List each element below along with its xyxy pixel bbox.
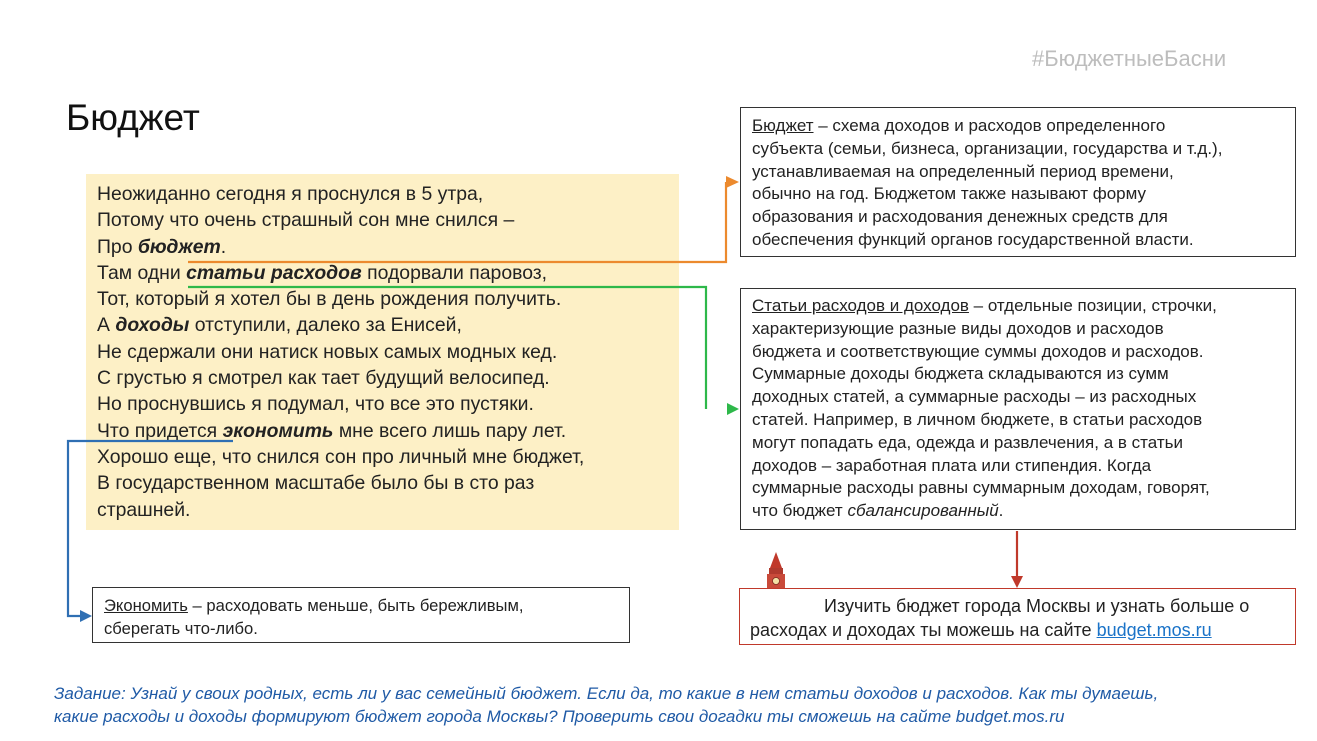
task-line: какие расходы и доходы формируют бюджет города Москвы? Проверить свои догадки ты сможешь на сайте budget.mos.ru	[54, 707, 1065, 726]
definition-line: Суммарные доходы бюджета складываются из сумм	[752, 364, 1169, 384]
definition-line: характеризующие разные виды доходов и расходов	[752, 318, 1164, 338]
definition-term: Бюджет	[752, 116, 814, 135]
poem-text: мне всего лишь пару лет.	[333, 419, 567, 442]
definition-text: – отдельные позиции, строчки,	[968, 296, 1217, 315]
connector-budget	[188, 182, 726, 262]
definition-line: статей. Например, в личном бюджете, в статьи расходов	[752, 409, 1203, 429]
poem-text: .	[220, 235, 227, 258]
definition-line: образования и расходования денежных средств для	[752, 207, 1168, 227]
poem-keyword: экономить	[222, 419, 334, 442]
connector-items-arrow	[727, 403, 739, 415]
definition-line: суммарные расходы равны суммарным доходам, говорят,	[752, 478, 1210, 498]
moscow-info-line: Изучить бюджет города Москвы и узнать больше о	[824, 596, 1250, 616]
poem-text: Хорошо еще, что снился сон про личный мне бюджет,	[97, 445, 585, 468]
connector-items	[188, 287, 706, 409]
poem-text: Но проснувшись я подумал, что все это пустяки.	[97, 393, 534, 416]
poem-text: подорвали паровоз,	[361, 261, 548, 284]
budget-site-link[interactable]: budget.mos.ru	[1096, 620, 1212, 640]
poem-text: Не сдержали они натиск новых самых модных кед.	[97, 340, 558, 363]
task-line: Задание: Узнай у своих родных, есть ли у вас семейный бюджет. Если да, то какие в нем статьи доходов и расходов. Как ты думаешь,	[54, 684, 1159, 703]
poem-text: Про	[97, 235, 138, 258]
definition-line: сберегать что-либо.	[104, 618, 258, 638]
definition-line: субъекта (семьи, бизнеса, организации, государства и т.д.),	[752, 138, 1223, 158]
definition-line: устанавливаемая на определенный период времени,	[752, 161, 1174, 181]
poem-text: отступили, далеко за Енисей,	[189, 314, 462, 337]
poem-text: Там одни	[97, 261, 187, 284]
poem-text: страшней.	[97, 498, 191, 521]
connector-economize-arrow	[80, 610, 92, 622]
hashtag: #БюджетныеБасни	[1032, 46, 1227, 71]
definition-line: обеспечения функций органов государственной власти.	[752, 229, 1194, 249]
definition-term: Статьи расходов и доходов	[752, 296, 969, 315]
definition-emphasis: сбалансированный	[847, 501, 999, 521]
definition-text: – расходовать меньше, быть бережливым,	[187, 596, 524, 615]
definition-text: – схема доходов и расходов определенного	[813, 116, 1166, 135]
connector-budget-arrow	[726, 176, 739, 188]
definition-line: доходов – заработная плата или стипендия. Когда	[752, 455, 1152, 475]
moscow-info-text: расходах и доходах ты можешь на сайте	[750, 620, 1097, 640]
definition-term: Экономить	[104, 596, 188, 615]
definition-text: что бюджет	[752, 501, 848, 521]
connector-moscow-arrow	[1011, 576, 1023, 588]
poem-keyword: статьи расходов	[186, 261, 362, 284]
poem-text: Потому что очень страшный сон мне снился –	[97, 209, 515, 232]
poem-text: В государственном масштабе было бы в сто раз	[97, 472, 535, 495]
definition-line: доходных статей, а суммарные расходы – из расходных	[752, 387, 1197, 407]
definition-line: могут попадать еда, одежда и развлечения, а в статьи	[752, 432, 1183, 452]
definition-line: обычно на год. Бюджетом также называют форму	[752, 184, 1147, 204]
definition-line: бюджета и соответствующие суммы доходов и расходов.	[752, 341, 1204, 361]
poem-keyword: бюджет	[137, 235, 221, 258]
poem-text: Тот, который я хотел бы в день рождения получить.	[97, 288, 562, 311]
page-title: Бюджет	[66, 97, 200, 138]
poem-keyword: доходы	[115, 314, 190, 337]
poem-text: А	[97, 314, 116, 337]
poem-text: С грустью я смотрел как тает будущий велосипед.	[97, 367, 550, 390]
poem-text: Что придется	[97, 419, 223, 442]
connector-economize	[68, 441, 233, 616]
definition-text: .	[998, 501, 1004, 521]
poem-text: Неожиданно сегодня я проснулся в 5 утра,	[97, 183, 484, 205]
